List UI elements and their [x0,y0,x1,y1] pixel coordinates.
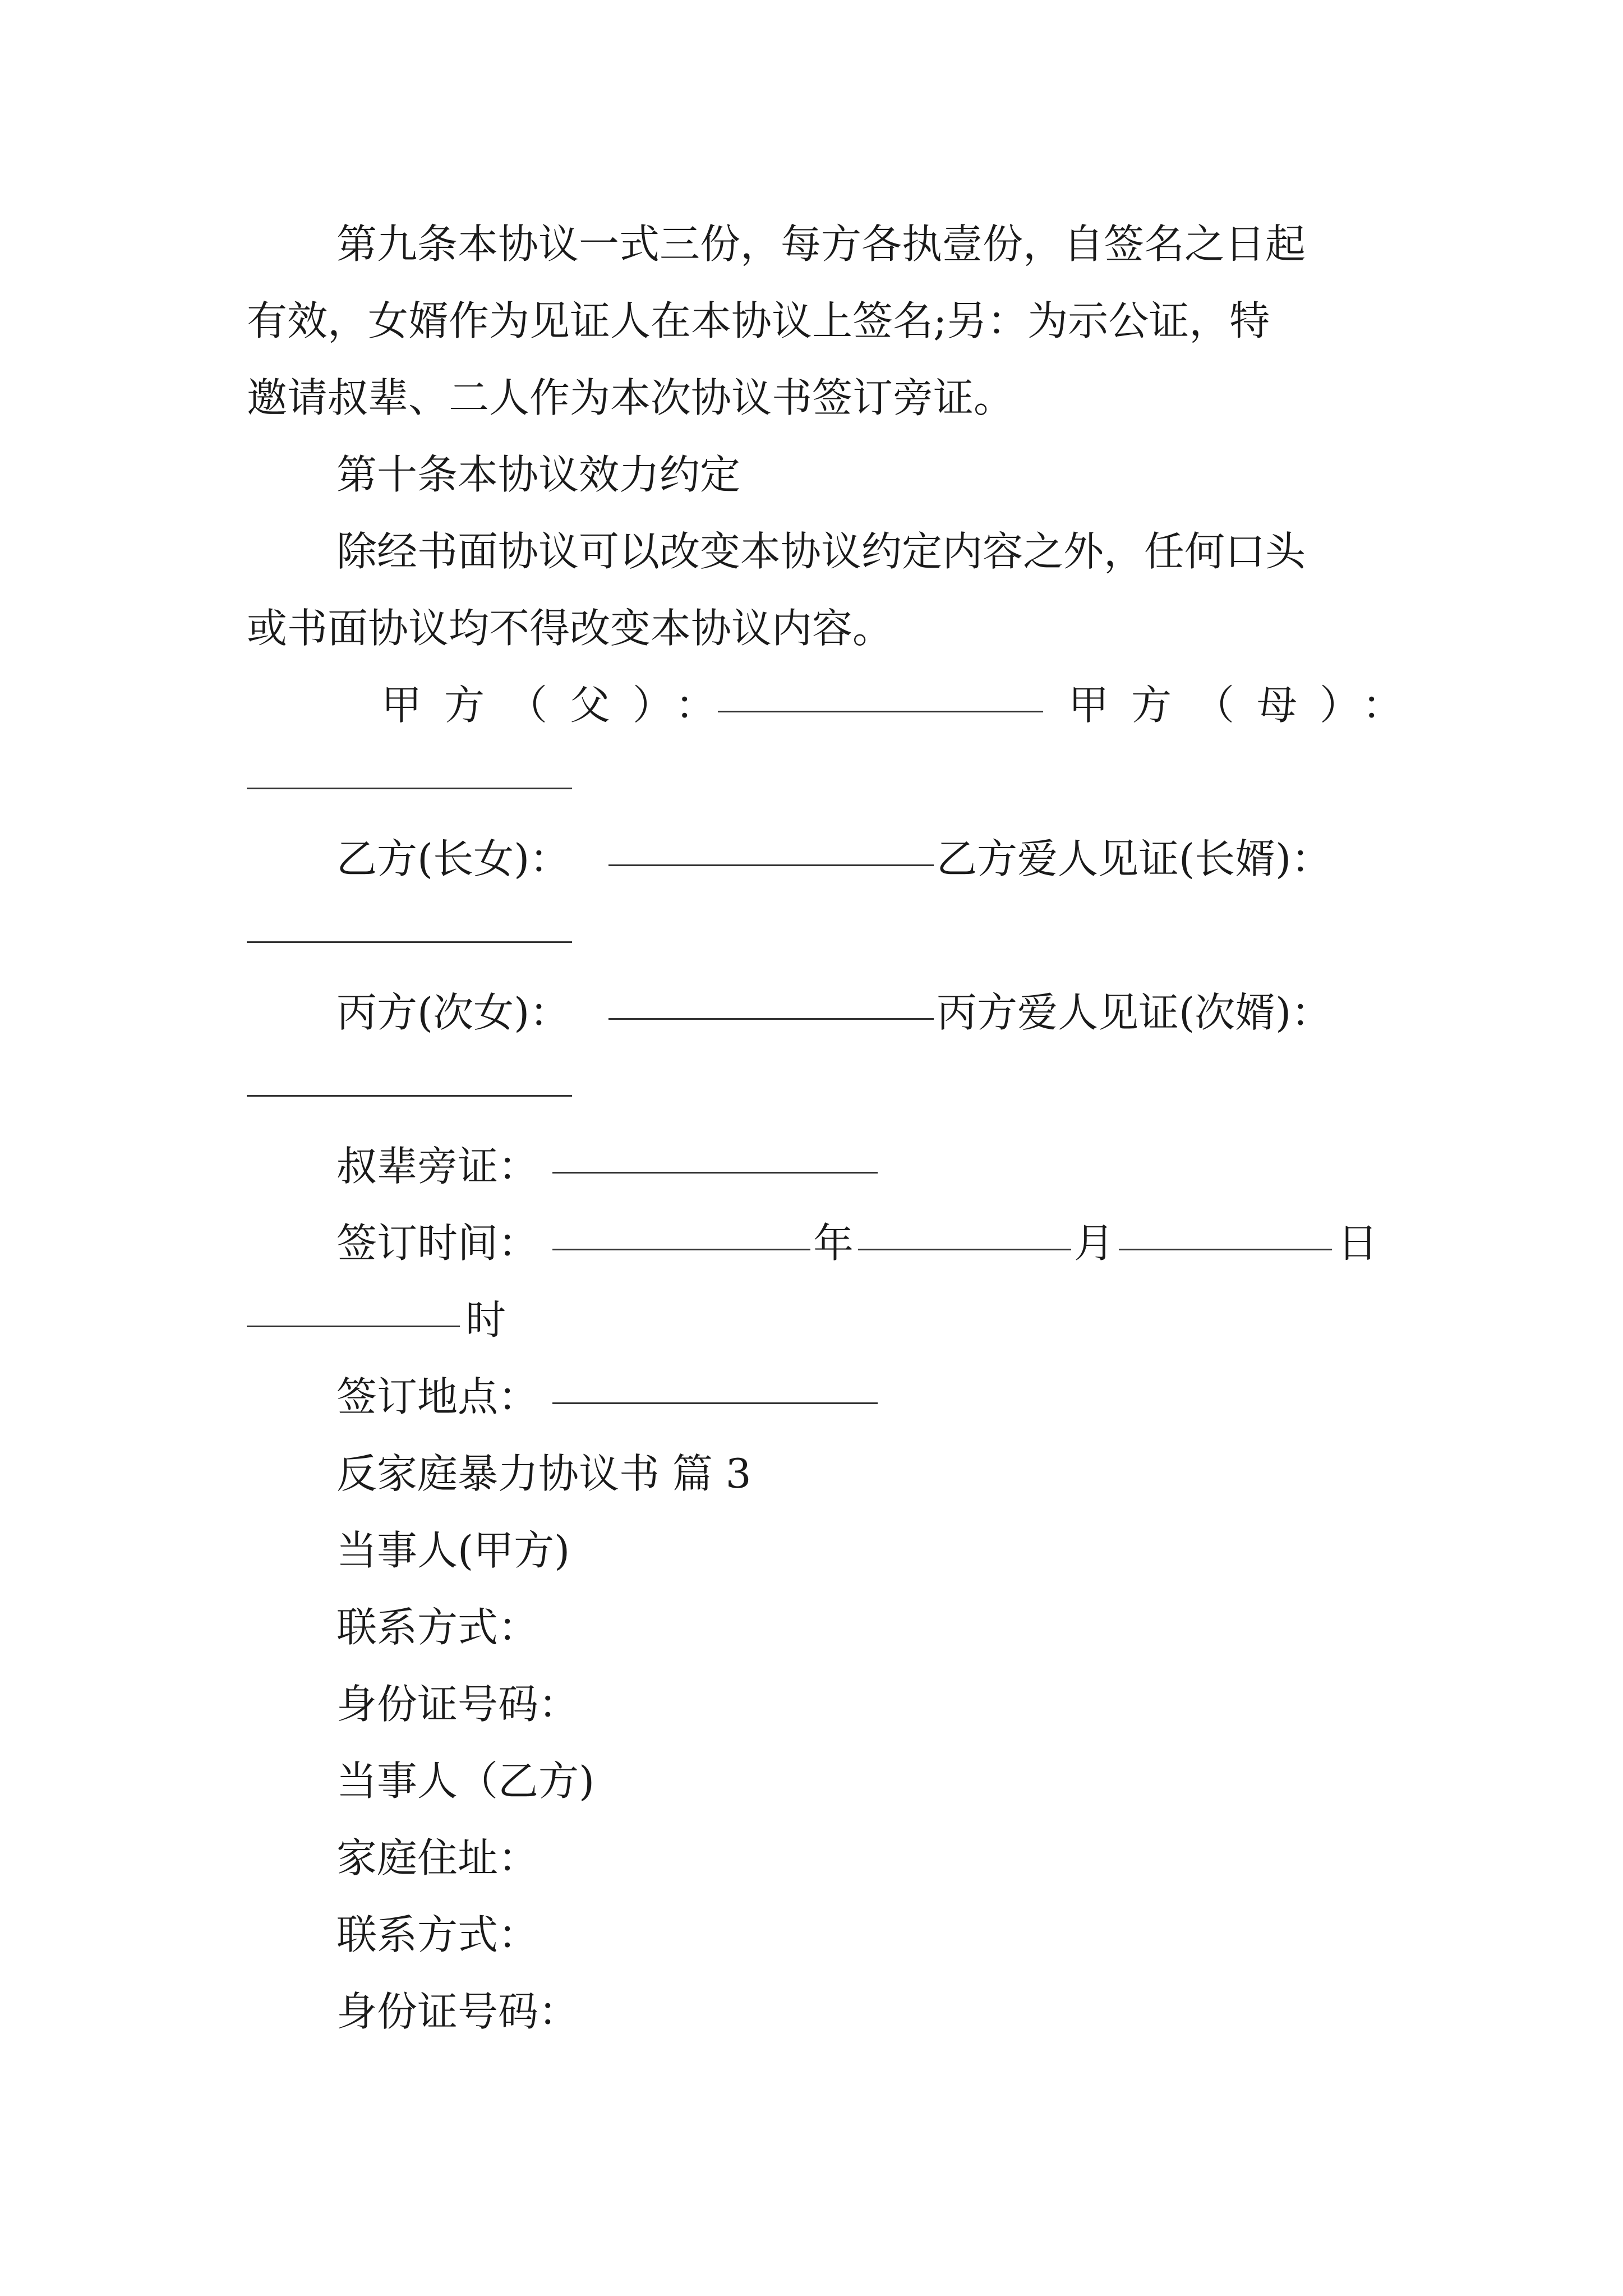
article9-text-2: 有效，女婿作为见证人在本协议上签名;另：为示公证，特 [247,297,1270,344]
party-c-label: 丙方(次女)： [336,989,570,1036]
article10-line-2 [0,600,1623,656]
article9-line-1 [0,216,1623,272]
article10-line-1 [0,523,1623,579]
section3-field-line [0,1599,1623,1655]
hour-blank[interactable] [247,1292,460,1327]
year-blank[interactable] [552,1215,810,1250]
party-a-line [0,677,1623,733]
party-b-spouse-blank[interactable] [247,908,572,943]
party-a-mother-blank-line [0,754,1623,810]
party-b-field-label: 当事人（乙方) [336,1757,595,1805]
hour-label: 时 [465,1296,506,1343]
party-a-mother-label: 甲方（母）： [1068,682,1426,729]
contact-field-label-2: 联系方式： [336,1911,539,1958]
party-c-blank[interactable] [608,984,934,1020]
sign-place-line [0,1369,1623,1425]
section3-field-line [0,1676,1623,1732]
uncle-witness-label: 叔辈旁证： [336,1143,539,1190]
section3-title-line [0,1446,1623,1502]
party-c-spouse-blank-line [0,1061,1623,1117]
article10-title-line [0,447,1623,503]
party-b-line [0,831,1623,887]
article10-text-2: 或书面协议均不得改变本协议内容。 [247,605,893,652]
party-c-line [0,984,1623,1041]
address-field-label: 家庭住址： [336,1834,539,1881]
id-number-field-label-2: 身份证号码： [336,1988,579,2035]
party-b-spouse-blank-line [0,908,1623,964]
section3-field-line [0,1830,1623,1886]
section3-field-line [0,1753,1623,1809]
section3-field-line [0,1907,1623,1963]
sign-time-line [0,1215,1623,1271]
sign-time-label: 签订时间： [336,1220,539,1267]
section3-title: 反家庭暴力协议书 篇 3 [336,1450,751,1497]
article9-text-3: 邀请叔辈、二人作为本次协议书签订旁证。 [247,374,1015,421]
article10-text-1: 除经书面协议可以改变本协议约定内容之外，任何口头 [336,528,1306,575]
party-a-father-blank[interactable] [718,677,1043,712]
section3-field-line [0,1522,1623,1579]
contact-field-label: 联系方式： [336,1604,539,1651]
id-number-field-label: 身份证号码： [336,1681,579,1728]
party-c-spouse-blank[interactable] [247,1061,572,1097]
month-blank[interactable] [858,1215,1071,1250]
uncle-witness-line [0,1138,1623,1194]
party-b-label: 乙方(长女)： [336,835,570,882]
sign-place-blank[interactable] [552,1369,878,1404]
hour-line [0,1292,1623,1348]
sign-place-label: 签订地点： [336,1373,539,1420]
uncle-witness-blank[interactable] [552,1138,878,1174]
day-label: 日 [1338,1220,1378,1267]
day-blank[interactable] [1119,1215,1332,1250]
party-a-field-label: 当事人(甲方) [336,1527,570,1574]
party-b-spouse-label: 乙方爱人见证(长婿)： [937,835,1332,882]
party-a-mother-blank[interactable] [247,754,572,789]
month-label: 月 [1074,1220,1115,1267]
party-a-father-label: 甲方（父）： [381,682,739,729]
article9-line-3 [0,370,1623,426]
article9-text-1: 第九条本协议一式三份，每方各执壹份，自签名之日起 [336,220,1306,268]
year-label: 年 [813,1220,854,1267]
party-b-blank[interactable] [608,831,934,866]
article10-title: 第十条本协议效力约定 [336,451,741,498]
section3-field-line [0,1984,1623,2040]
article9-line-2 [0,293,1623,349]
party-c-spouse-label: 丙方爱人见证(次婿)： [937,989,1332,1036]
